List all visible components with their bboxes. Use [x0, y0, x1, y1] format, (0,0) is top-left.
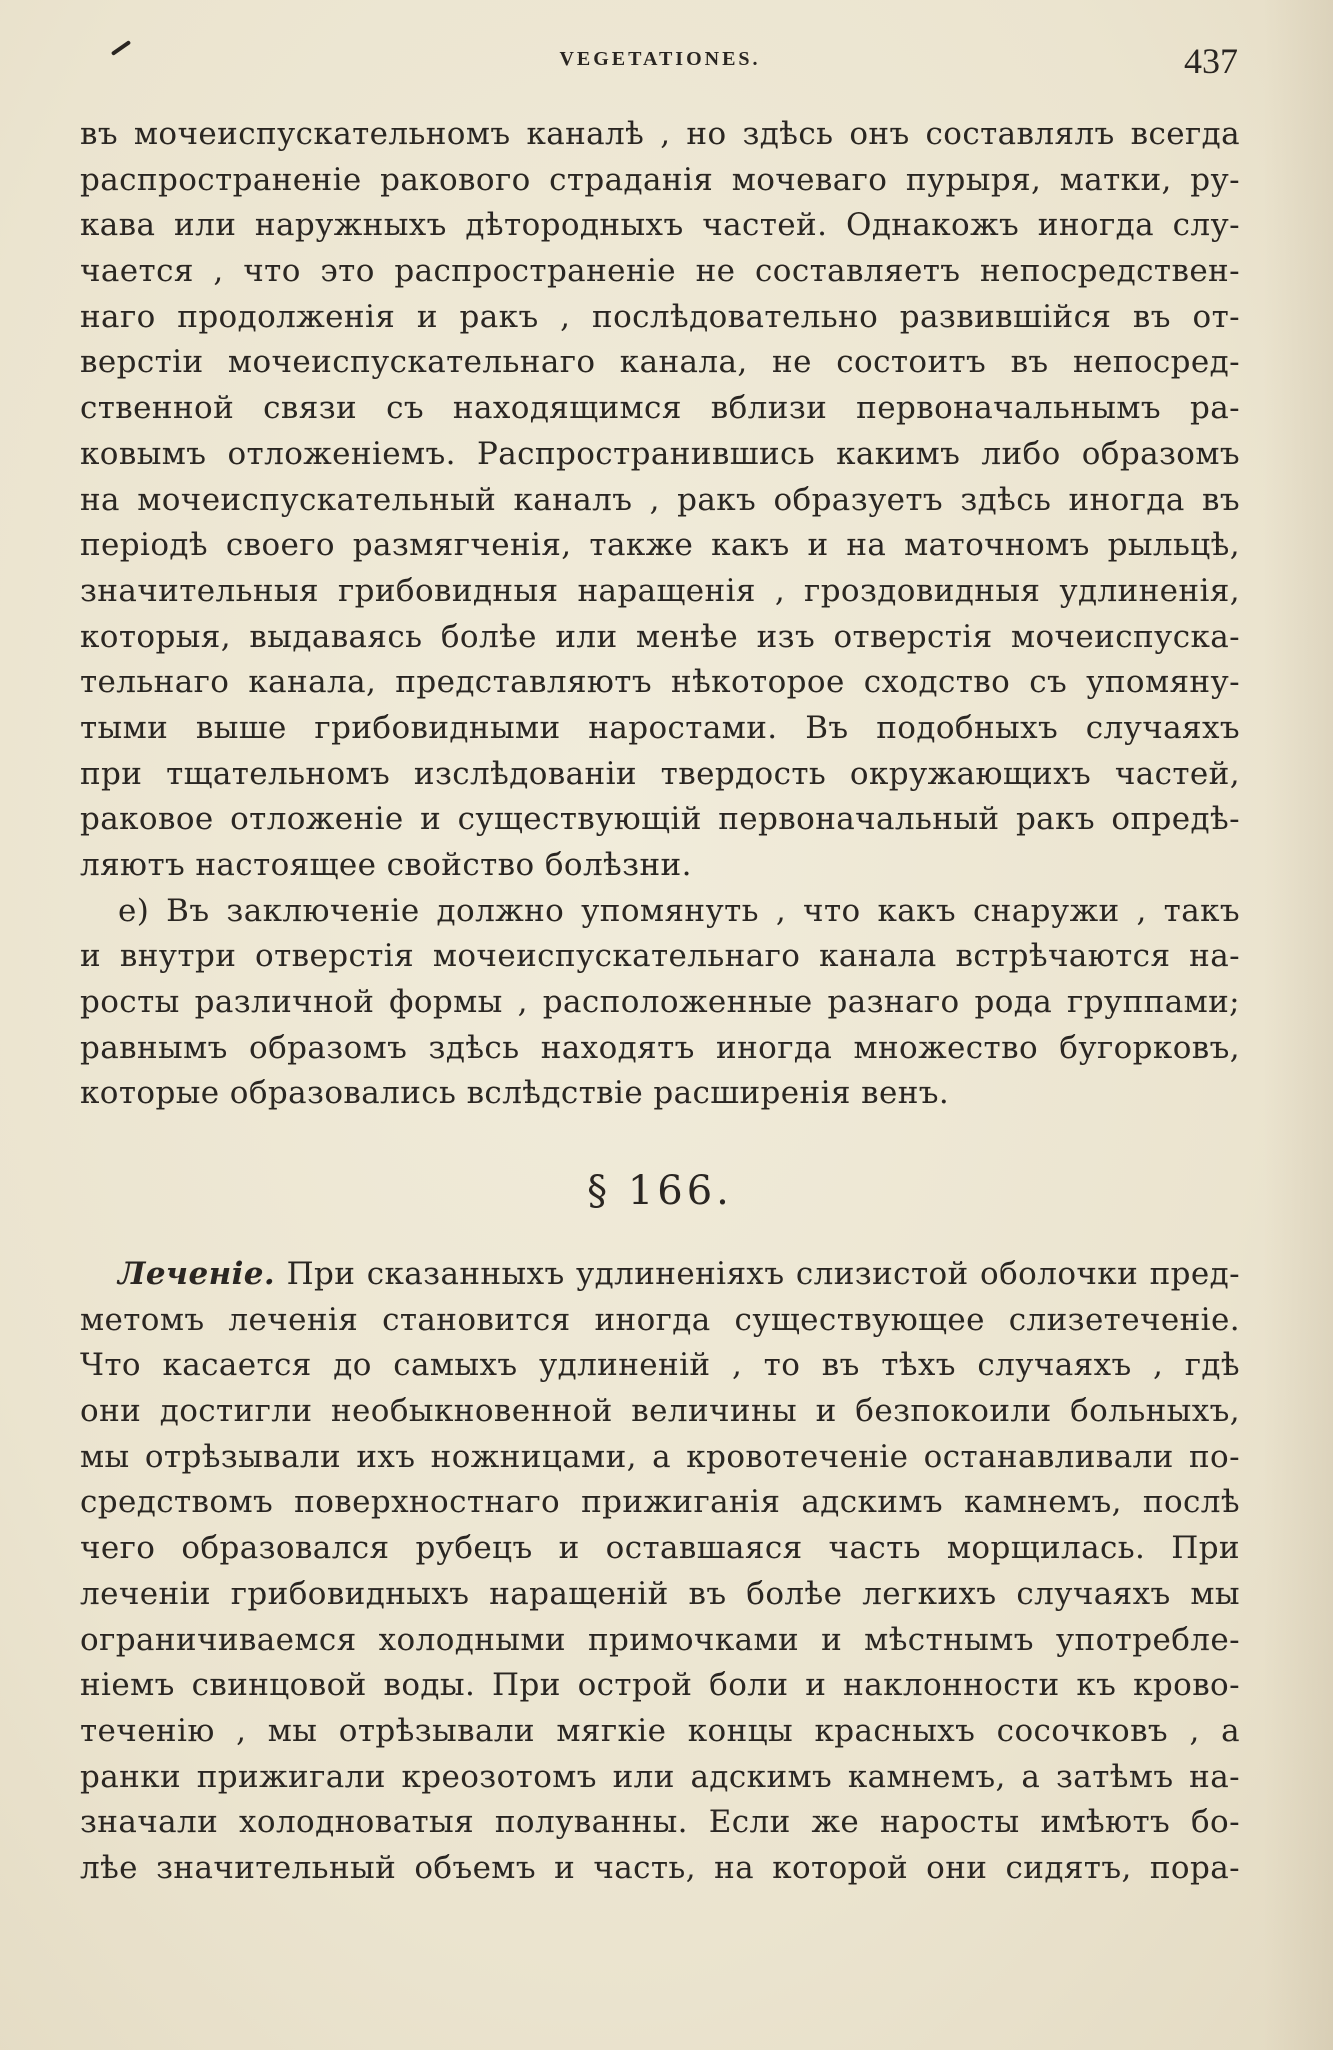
text-line: мы отрѣзывали ихъ ножницами, а кровотеченie останавливали по-	[80, 1438, 1240, 1475]
page-number: 437	[1184, 41, 1238, 81]
text-line: чается , что это распространенie не составляетъ непосредствен-	[80, 253, 1240, 290]
text-line: которые образовались вслѣдствie расширенiя венъ.	[80, 1075, 950, 1112]
body-text-lower	[80, 1252, 1240, 1892]
text-line: верстiи мочеиспускательнаго канала, не состоитъ въ непосред-	[80, 344, 1240, 381]
text-line: леченiи грибовидныхъ наращенiй въ болѣе легкихъ случаяхъ мы	[80, 1575, 1240, 1612]
text-line: наго продолженiя и ракъ , послѣдовательно развившiйся въ от-	[80, 298, 1240, 335]
text-line: е) Въ заключенie должно упомянуть , что какъ снаружи , такъ	[118, 892, 1240, 929]
running-head: VEGETATIONES.	[559, 48, 761, 70]
lead-word: Леченie.	[118, 1256, 276, 1292]
text-line: росты различной формы , расположенные разнаго рода группами;	[80, 984, 1240, 1021]
page-edge-shadow	[1263, 0, 1333, 2050]
text-line: которыя, выдаваясь болѣе или менѣе изъ отверстiя мочеиспуска-	[80, 618, 1240, 655]
text-line: тыми выше грибовидными наростами. Въ подобныхъ случаяхъ	[80, 709, 1240, 746]
text-line: Что касается до самыхъ удлиненiй , то въ тѣхъ случаяхъ , гдѣ	[80, 1347, 1240, 1384]
text-line: и внутри отверстiя мочеиспускательнаго канала встрѣчаются на-	[80, 938, 1240, 975]
text-line: средствомъ поверхностнаго прижиганiя адскимъ камнемъ, послѣ	[80, 1484, 1240, 1521]
text-line: на мочеиспускательный каналъ , ракъ образуетъ здѣсь иногда въ	[80, 481, 1240, 518]
lead-line-text: При сказанныхъ удлиненiяхъ слизистой оболочки пред-	[275, 1256, 1240, 1292]
text-line: распространенie ракового страданiя мочеваго пурыря, матки, ру-	[80, 161, 1240, 198]
text-line: лѣе значительный объемъ и часть, на которой они сидятъ, пора-	[80, 1849, 1240, 1886]
text-line: тельнаго канала, представляютъ нѣкоторое сходство съ упомяну-	[80, 664, 1240, 701]
text-line: въ мочеиспускательномъ каналѣ , но здѣсь онъ составлялъ всегда	[80, 116, 1240, 152]
text-line: кава или наружныхъ дѣтородныхъ частей. Однакожъ иногда слу-	[80, 207, 1240, 244]
text-line: равнымъ образомъ здѣсь находятъ иногда множество бугорковъ,	[80, 1029, 1240, 1066]
text-line: метомъ леченiя становится иногда существующее слизетеченie.	[80, 1301, 1240, 1338]
body-text-upper	[80, 112, 1240, 1117]
text-line: они достигли необыкновенной величины и безпокоили больныхъ,	[80, 1393, 1240, 1430]
page-header	[80, 40, 1240, 84]
text-line: ковымъ отложенiемъ. Распространившись какимъ либо образомъ	[80, 435, 1240, 472]
paragraph-3	[80, 1252, 1240, 1892]
text-line: теченiю , мы отрѣзывали мягкie концы красныхъ сосочковъ , а	[80, 1712, 1240, 1749]
text-line: нiемъ свинцовой воды. При острой боли и наклонности къ крово-	[80, 1667, 1240, 1704]
text-line: при тщательномъ изслѣдованiи твердость окружающихъ частей,	[80, 755, 1240, 792]
text-line: ранки прижигали креозотомъ или адскимъ камнемъ, а затѣмъ на-	[80, 1758, 1240, 1795]
section-heading: § 166.	[587, 1168, 733, 1214]
text-line: значали холодноватыя полуванны. Если же наросты имѣютъ бо-	[80, 1804, 1240, 1841]
text-line: ляютъ настоящее свойство болѣзни.	[80, 847, 692, 883]
text-line: значительныя грибовидныя наращенiя , гроздовидныя удлиненiя,	[80, 572, 1240, 609]
paragraph-2	[80, 889, 1240, 1117]
paragraph-1	[80, 112, 1240, 889]
text-line: ственной связи съ находящимся вблизи первоначальнымъ ра-	[80, 390, 1240, 427]
text-line-lead	[80, 1252, 1240, 1298]
text-line: чего образовался рубецъ и оставшаяся часть морщилась. При	[80, 1530, 1240, 1567]
text-line: перiодѣ своего размягченiя, также какъ и на маточномъ рыльцѣ,	[80, 527, 1240, 564]
text-line: ограничиваемся холодными примочками и мѣстнымъ употребле-	[80, 1621, 1240, 1658]
text-line: раковое отложенie и существующiй первоначальный ракъ опредѣ-	[80, 801, 1240, 838]
